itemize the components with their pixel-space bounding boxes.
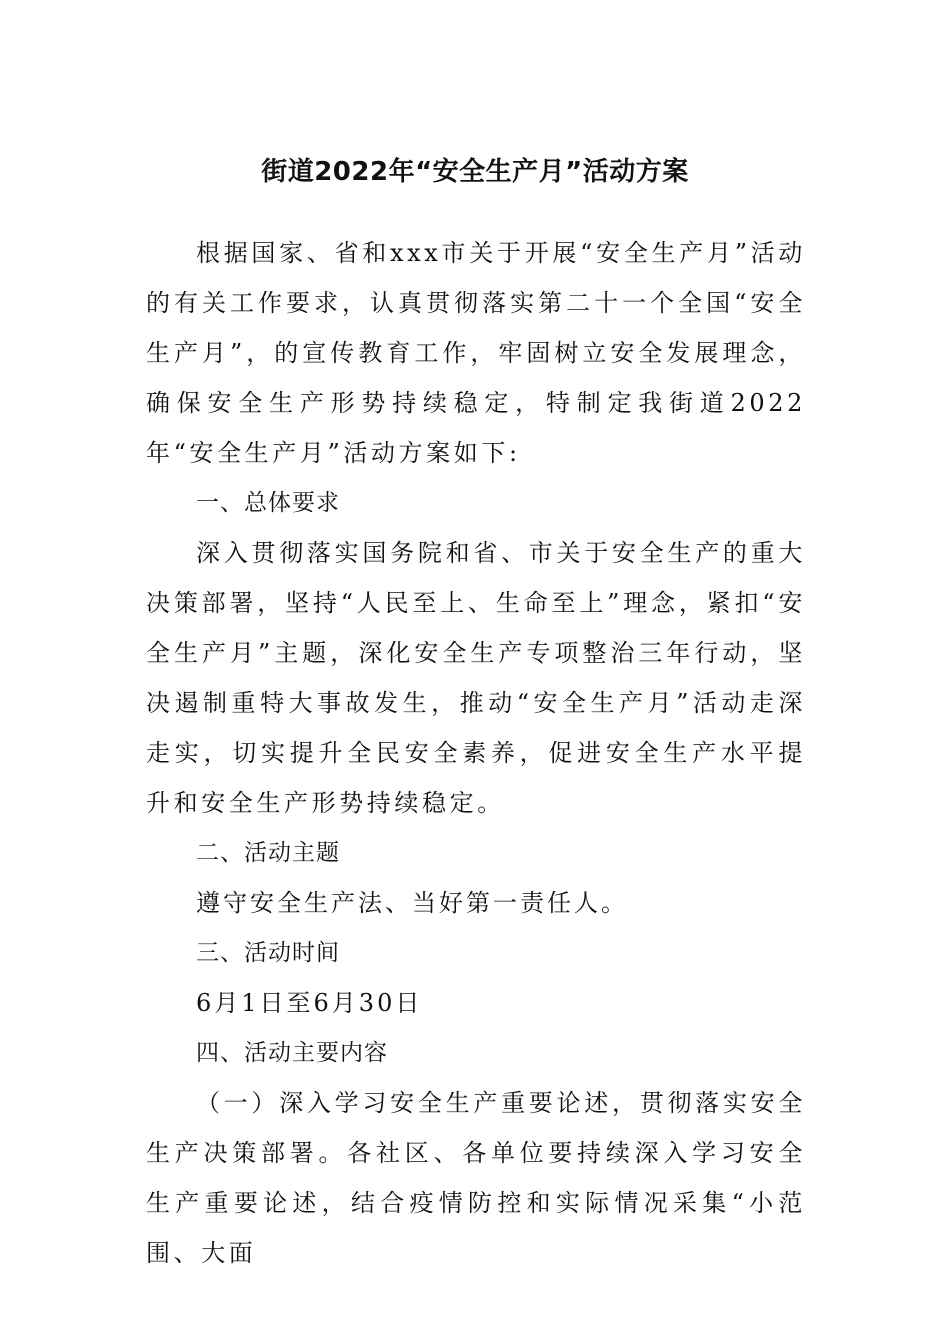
activity-theme-text: 遵守安全生产法、当好第一责任人。 <box>196 889 628 917</box>
section-heading-activity-time: 三、活动时间 <box>196 940 340 966</box>
document-title: 街道2022年“安全生产月”活动方案 <box>261 157 689 187</box>
overall-requirements-paragraph: 深入贯彻落实国务院和省、市关于安全生产的重大决策部署，坚持“人民至上、生命至上”理念，紧扣“安全生产月”主题，深化安全生产专项整治三年行动，坚决遏制重特大事故发生，推动“安全生产月”活动走深走实，切实提升全民安全素养，促进安全生产水平提升和安全生产形势持续稳定。 <box>146 539 806 817</box>
section-heading-activity-theme: 二、活动主题 <box>196 840 340 866</box>
main-content-paragraph: （一）深入学习安全生产重要论述，贯彻落实安全生产决策部署。各社区、各单位要持续深入学习安全生产重要论述，结合疫情防控和实际情况采集“小范围、大面 <box>146 1089 806 1267</box>
activity-time-text: 6月1日至6月30日 <box>196 989 423 1017</box>
document-body <box>146 228 806 1267</box>
section-heading-overall-requirements: 一、总体要求 <box>196 490 340 516</box>
section-heading-main-content: 四、活动主要内容 <box>196 1040 388 1066</box>
intro-paragraph: 根据国家、省和xxx市关于开展“安全生产月”活动的有关工作要求，认真贯彻落实第二十一个全国“安全生产月”，的宣传教育工作，牢固树立安全发展理念，确保安全生产形势持续稳定，特制定我街道2022年“安全生产月”活动方案如下: <box>146 239 806 467</box>
